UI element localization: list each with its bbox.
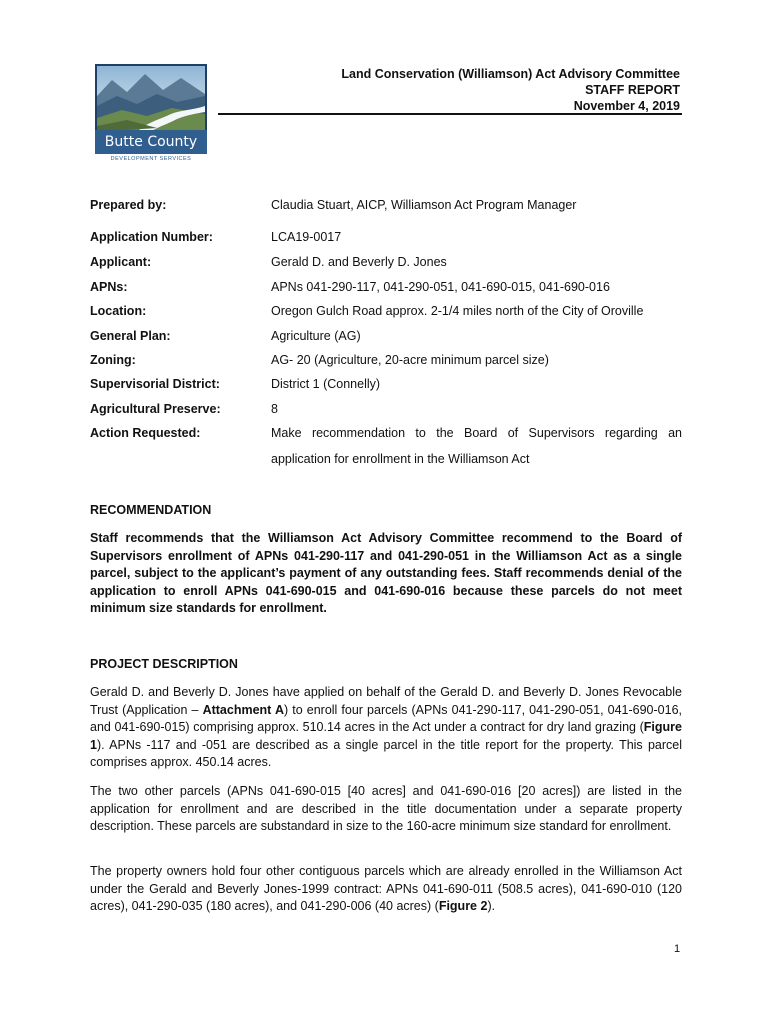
project-paragraph-2: The two other parcels (APNs 041-690-015 [40 acres] and 041-690-016 [20 acres]) are listed in the application for enrollment and are described in the title documentation under a separate property description. These parcels are substandard in size to the 160-acre minimum size standard for enrollment.: [90, 784, 682, 833]
report-header: [341, 66, 680, 114]
text-run: ) to enroll four parcels (APNs 041-290-117, 041-290-051, 041-690-016, and 041-690-015) comprising approx. 510.14 acres in the Act under a contract for dry land grazing (: [90, 702, 683, 734]
project-description-title: PROJECT DESCRIPTION: [90, 657, 238, 671]
info-label: APNs:: [90, 280, 128, 294]
info-label: Action Requested:: [90, 426, 201, 440]
figure-reference: Figure 1: [90, 720, 682, 752]
text-run: Gerald D. and Beverly D. Jones have applied on behalf of the Gerald D. and Beverly D. Jones Revocable Trust (Application –: [90, 685, 682, 717]
project-paragraph-1: [90, 684, 682, 772]
info-value: 8: [271, 402, 278, 416]
info-value: AG- 20 (Agriculture, 20-acre minimum parcel size): [271, 353, 549, 367]
info-value: Claudia Stuart, AICP, Williamson Act Program Manager: [271, 198, 577, 212]
info-value: APNs 041-290-117, 041-290-051, 041-690-015, 041-690-016: [271, 280, 610, 294]
text-run: ).: [487, 899, 496, 913]
info-label: Zoning:: [90, 353, 136, 367]
info-label: Location:: [90, 304, 147, 318]
info-label: General Plan:: [90, 329, 171, 343]
county-logo: [95, 64, 205, 174]
info-value: Oregon Gulch Road approx. 2-1/4 miles north of the City of Oroville: [271, 304, 644, 318]
info-value: Agriculture (AG): [271, 329, 361, 343]
info-label: Prepared by:: [90, 198, 167, 212]
project-paragraph-3: [90, 863, 682, 916]
committee-name: Land Conservation (Williamson) Act Advisory Committee: [341, 67, 680, 81]
recommendation-text: Staff recommends that the Williamson Act Advisory Committee recommend to the Board of Supervisors enrollment of APNs 041-290-117 and 041-290-051 in the Williamson Act as a single parcel, subject to the applicant’s payment of any outstanding fees. Staff recommends denial of the application to enroll APNs 041-690-015 and 041-690-016 because these parcels do not meet minimum size standards for enrollment.: [90, 531, 682, 615]
recommendation-title: RECOMMENDATION: [90, 503, 212, 517]
info-value: LCA19-0017: [271, 230, 342, 244]
logo-landscape: [95, 64, 207, 134]
info-label: Agricultural Preserve:: [90, 402, 221, 416]
text-run: ). APNs -117 and -051 are described as a single parcel in the title report for the property. This parcel comprises approx. 450.14 acres.: [90, 737, 682, 769]
info-label: Supervisorial District:: [90, 377, 220, 391]
info-value: Gerald D. and Beverly D. Jones: [271, 255, 447, 269]
page-number: 1: [674, 943, 681, 955]
info-label: Applicant:: [90, 255, 152, 269]
report-date: November 4, 2019: [573, 99, 680, 113]
attachment-reference: Attachment A: [202, 702, 284, 717]
text-run: The property owners hold four other contiguous parcels which are already enrolled in the Williamson Act under the Gerald and Beverly Jones-1999 contract: APNs 041-690-011 (508.5 acres), 041-690-010 (120 acres), 041-290-035 (180 acres), and 041-290-006 (40 acres) (: [90, 864, 682, 913]
figure-reference: Figure 2: [438, 899, 488, 913]
info-value: Make recommendation to the Board of Supervisors regarding an application for enrollment in the Williamson Act: [271, 426, 682, 466]
header-rule: [218, 113, 682, 115]
logo-subtitle: DEVELOPMENT SERVICES: [110, 156, 192, 162]
info-label: Application Number:: [90, 230, 213, 244]
logo-name: Butte County: [95, 130, 207, 154]
info-value: District 1 (Connelly): [271, 377, 381, 391]
report-type: STAFF REPORT: [585, 83, 680, 97]
